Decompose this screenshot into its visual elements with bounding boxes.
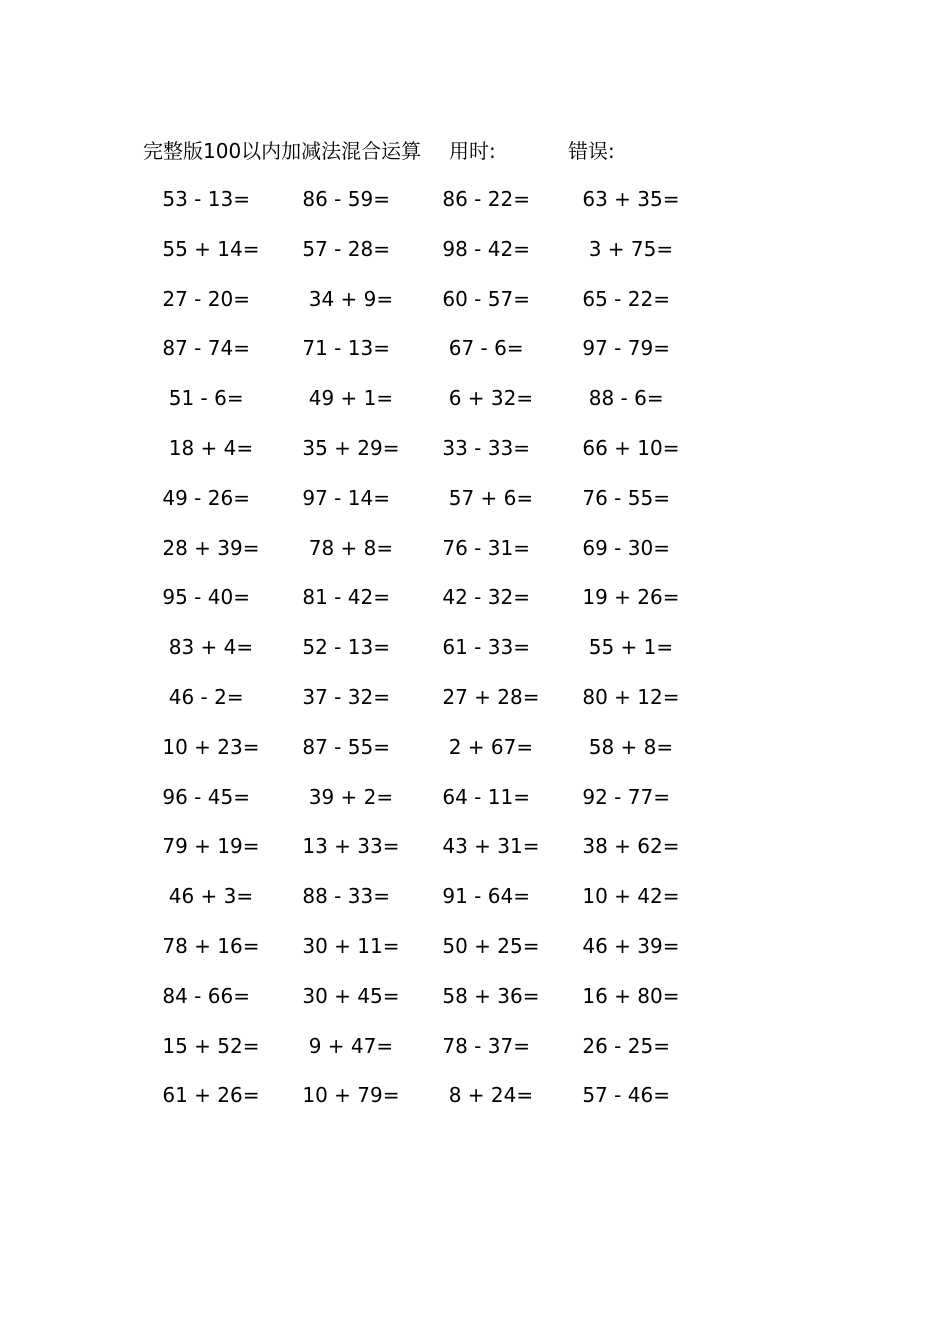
math-problem: 83 + 4= — [156, 635, 254, 660]
math-problem: 39 + 2= — [296, 784, 394, 809]
math-problem: 9 + 47= — [296, 1033, 394, 1058]
math-problem: 65 - 22= — [576, 286, 670, 311]
math-problem: 88 - 33= — [296, 884, 390, 909]
math-problem: 84 - 66= — [156, 983, 250, 1008]
math-problem: 66 + 10= — [576, 435, 680, 460]
math-problem: 30 + 11= — [296, 933, 400, 958]
problem-grid — [156, 184, 716, 1130]
math-problem: 43 + 31= — [436, 834, 540, 859]
math-problem: 33 - 33= — [436, 435, 530, 460]
math-problem: 87 - 74= — [156, 336, 250, 361]
worksheet-title: 完整版100以内加减法混合运算 — [143, 139, 422, 163]
math-problem: 52 - 13= — [296, 635, 390, 660]
math-problem: 10 + 79= — [296, 1083, 400, 1108]
math-problem: 35 + 29= — [296, 435, 400, 460]
math-problem: 79 + 19= — [156, 834, 260, 859]
math-problem: 63 + 35= — [576, 187, 680, 211]
math-problem: 15 + 52= — [156, 1033, 260, 1058]
math-problem: 88 - 6= — [576, 386, 664, 411]
math-problem: 49 - 26= — [156, 485, 250, 510]
math-problem: 71 - 13= — [296, 336, 390, 361]
math-problem: 26 - 25= — [576, 1033, 670, 1058]
errors-label: 错误: — [568, 139, 615, 163]
math-problem: 64 - 11= — [436, 784, 530, 809]
time-used-label: 用时: — [449, 139, 496, 163]
math-problem: 42 - 32= — [436, 585, 530, 610]
math-problem: 78 + 8= — [296, 535, 394, 560]
problem-row — [156, 234, 716, 284]
problem-row — [156, 1080, 716, 1130]
math-problem: 87 - 55= — [296, 734, 390, 759]
problem-row — [156, 831, 716, 881]
math-problem: 57 - 46= — [576, 1083, 670, 1108]
math-problem: 49 + 1= — [296, 386, 394, 411]
problem-row — [156, 184, 716, 234]
problem-row — [156, 284, 716, 334]
math-problem: 57 - 28= — [296, 236, 390, 261]
math-problem: 86 - 59= — [296, 187, 390, 211]
problem-row — [156, 333, 716, 383]
math-problem: 60 - 57= — [436, 286, 530, 311]
math-problem: 10 + 42= — [576, 884, 680, 909]
math-problem: 55 + 1= — [576, 635, 674, 660]
problem-row — [156, 582, 716, 632]
math-problem: 46 + 3= — [156, 884, 254, 909]
math-problem: 95 - 40= — [156, 585, 250, 610]
problem-row — [156, 433, 716, 483]
problem-row — [156, 682, 716, 732]
math-problem: 98 - 42= — [436, 236, 530, 261]
math-problem: 76 - 31= — [436, 535, 530, 560]
math-problem: 37 - 32= — [296, 684, 390, 709]
math-problem: 53 - 13= — [156, 187, 250, 211]
math-problem: 76 - 55= — [576, 485, 670, 510]
problem-row — [156, 732, 716, 782]
problem-row — [156, 782, 716, 832]
math-problem: 50 + 25= — [436, 933, 540, 958]
math-problem: 28 + 39= — [156, 535, 260, 560]
math-problem: 6 + 32= — [436, 386, 534, 411]
problem-row — [156, 483, 716, 533]
math-problem: 81 - 42= — [296, 585, 390, 610]
math-problem: 61 - 33= — [436, 635, 530, 660]
math-problem: 46 - 2= — [156, 684, 244, 709]
math-problem: 57 + 6= — [436, 485, 534, 510]
math-problem: 58 + 8= — [576, 734, 674, 759]
math-problem: 80 + 12= — [576, 684, 680, 709]
math-problem: 19 + 26= — [576, 585, 680, 610]
math-problem: 18 + 4= — [156, 435, 254, 460]
problem-row — [156, 881, 716, 931]
math-problem: 8 + 24= — [436, 1083, 534, 1108]
math-problem: 69 - 30= — [576, 535, 670, 560]
problem-row — [156, 1031, 716, 1081]
math-problem: 27 + 28= — [436, 684, 540, 709]
math-problem: 30 + 45= — [296, 983, 400, 1008]
math-problem: 16 + 80= — [576, 983, 680, 1008]
problem-row — [156, 981, 716, 1031]
math-problem: 27 - 20= — [156, 286, 250, 311]
math-problem: 92 - 77= — [576, 784, 670, 809]
math-problem: 96 - 45= — [156, 784, 250, 809]
math-problem: 78 - 37= — [436, 1033, 530, 1058]
math-problem: 97 - 79= — [576, 336, 670, 361]
math-problem: 67 - 6= — [436, 336, 524, 361]
math-problem: 86 - 22= — [436, 187, 530, 211]
math-problem: 10 + 23= — [156, 734, 260, 759]
math-problem: 61 + 26= — [156, 1083, 260, 1108]
problem-row — [156, 931, 716, 981]
worksheet-header — [143, 136, 703, 166]
math-problem: 58 + 36= — [436, 983, 540, 1008]
math-problem: 97 - 14= — [296, 485, 390, 510]
math-problem: 13 + 33= — [296, 834, 400, 859]
math-problem: 2 + 67= — [436, 734, 534, 759]
problem-row — [156, 533, 716, 583]
problem-row — [156, 383, 716, 433]
problem-row — [156, 632, 716, 682]
math-problem: 46 + 39= — [576, 933, 680, 958]
math-problem: 78 + 16= — [156, 933, 260, 958]
math-problem: 38 + 62= — [576, 834, 680, 859]
math-problem: 3 + 75= — [576, 236, 674, 261]
math-problem: 55 + 14= — [156, 236, 260, 261]
math-problem: 51 - 6= — [156, 386, 244, 411]
math-problem: 34 + 9= — [296, 286, 394, 311]
math-problem: 91 - 64= — [436, 884, 530, 909]
